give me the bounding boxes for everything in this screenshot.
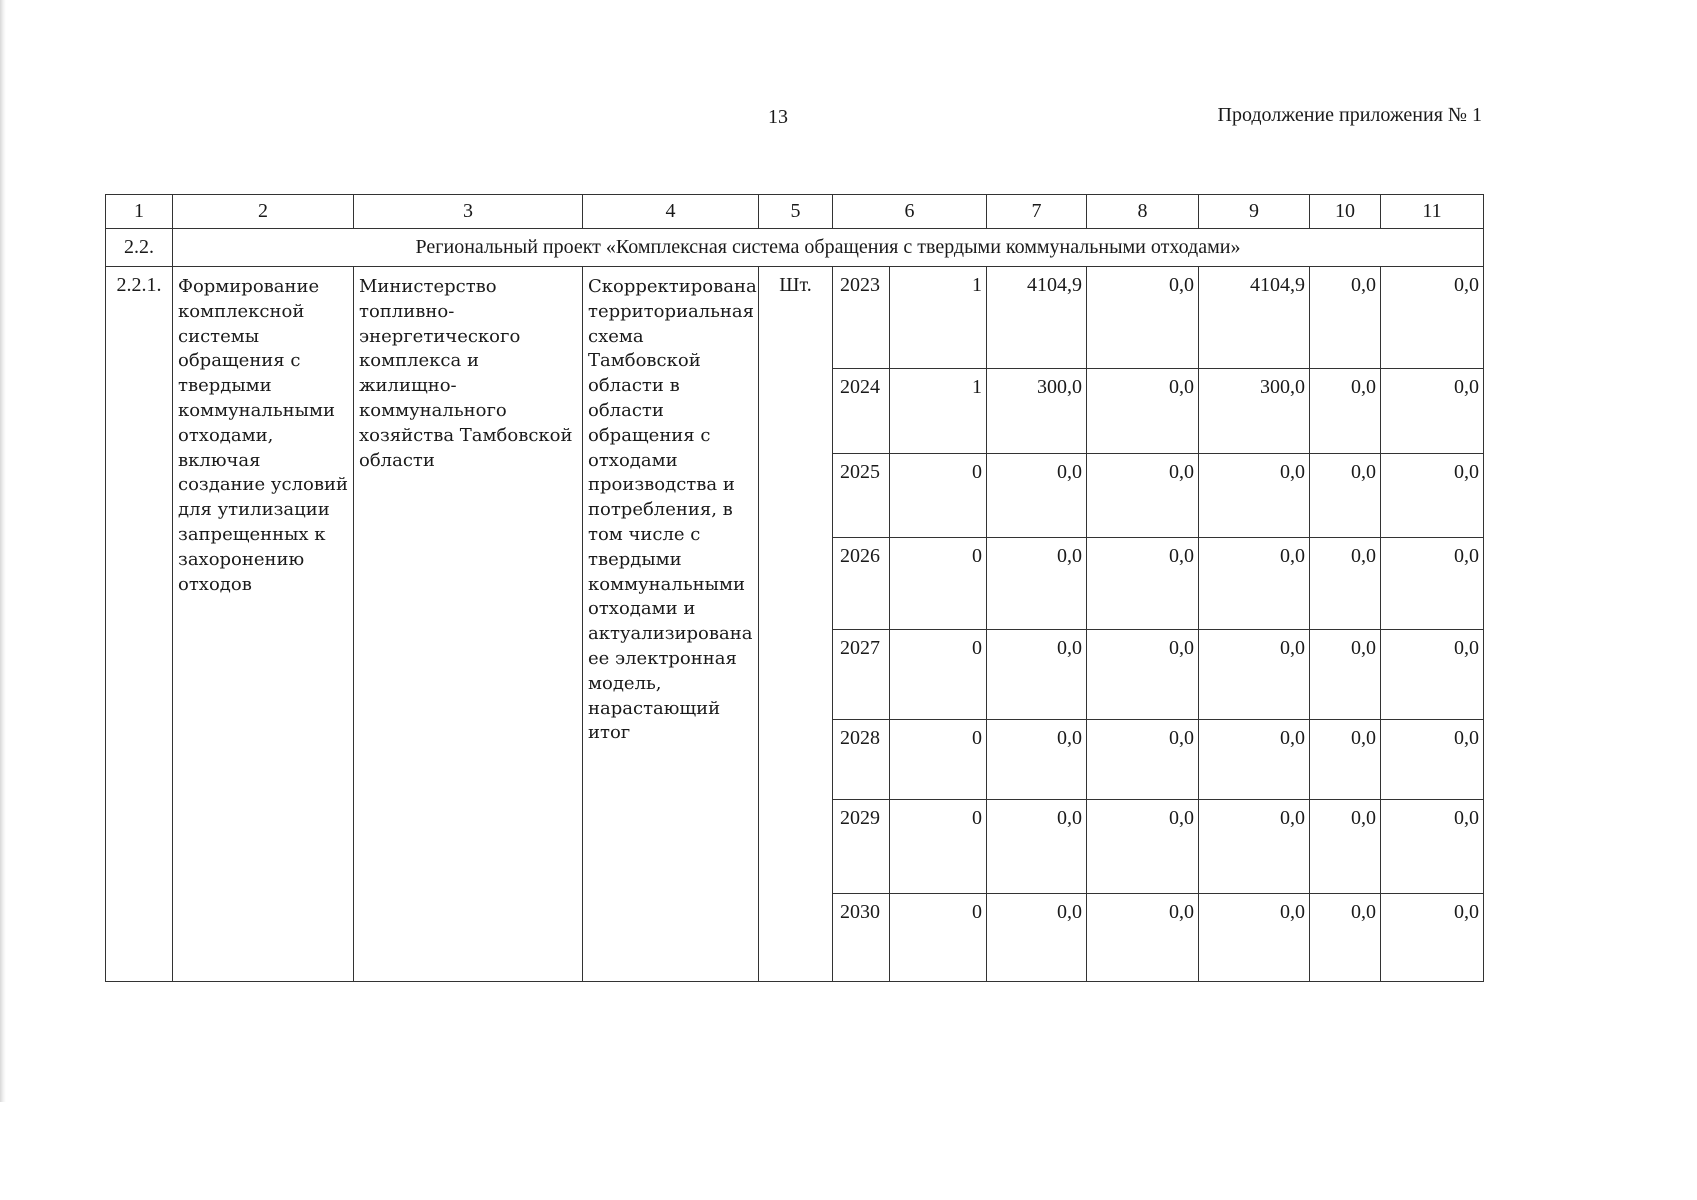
col9-cell: 0,0: [1199, 800, 1310, 894]
col7-cell: 4104,9: [987, 267, 1087, 369]
value-cell: 0: [890, 800, 987, 894]
column-number: 4: [583, 195, 759, 229]
col11-cell: 0,0: [1381, 267, 1484, 369]
col7-cell: 0,0: [987, 800, 1087, 894]
column-number: 8: [1087, 195, 1199, 229]
section-title: Региональный проект «Комплексная система обращения с твердыми коммунальными отходами»: [173, 229, 1484, 267]
section-number: 2.2.: [106, 229, 173, 267]
year-cell: 2024: [833, 369, 890, 454]
item-number: 2.2.1.: [106, 267, 173, 982]
col8-cell: 0,0: [1087, 800, 1199, 894]
column-number: 1: [106, 195, 173, 229]
item-unit: Шт.: [759, 267, 833, 982]
column-number: 11: [1381, 195, 1484, 229]
col9-cell: 0,0: [1199, 538, 1310, 630]
col11-cell: 0,0: [1381, 894, 1484, 982]
table-row: [106, 267, 1484, 369]
year-cell: 2026: [833, 538, 890, 630]
col11-cell: 0,0: [1381, 454, 1484, 538]
value-cell: 0: [890, 720, 987, 800]
section-row: [106, 229, 1484, 267]
col8-cell: 0,0: [1087, 267, 1199, 369]
col8-cell: 0,0: [1087, 894, 1199, 982]
year-cell: 2025: [833, 454, 890, 538]
column-number: 6: [833, 195, 987, 229]
value-cell: 0: [890, 630, 987, 720]
col8-cell: 0,0: [1087, 630, 1199, 720]
column-number: 7: [987, 195, 1087, 229]
col11-cell: 0,0: [1381, 800, 1484, 894]
col8-cell: 0,0: [1087, 538, 1199, 630]
year-cell: 2028: [833, 720, 890, 800]
value-cell: 1: [890, 267, 987, 369]
col10-cell: 0,0: [1310, 369, 1381, 454]
col9-cell: 0,0: [1199, 630, 1310, 720]
item-responsible: Министерство топливно-энергетического комплекса и жилищно-коммунального хозяйства Тамбовской области: [354, 267, 583, 982]
year-cell: 2027: [833, 630, 890, 720]
column-number: 9: [1199, 195, 1310, 229]
value-cell: 0: [890, 538, 987, 630]
column-number: 3: [354, 195, 583, 229]
col7-cell: 300,0: [987, 369, 1087, 454]
col11-cell: 0,0: [1381, 369, 1484, 454]
col11-cell: 0,0: [1381, 720, 1484, 800]
col10-cell: 0,0: [1310, 454, 1381, 538]
col7-cell: 0,0: [987, 538, 1087, 630]
col7-cell: 0,0: [987, 894, 1087, 982]
column-number: 5: [759, 195, 833, 229]
column-number: 2: [173, 195, 354, 229]
program-table: [105, 194, 1484, 982]
col8-cell: 0,0: [1087, 454, 1199, 538]
col10-cell: 0,0: [1310, 800, 1381, 894]
col7-cell: 0,0: [987, 454, 1087, 538]
col9-cell: 0,0: [1199, 720, 1310, 800]
value-cell: 0: [890, 454, 987, 538]
value-cell: 0: [890, 894, 987, 982]
col10-cell: 0,0: [1310, 630, 1381, 720]
col9-cell: 300,0: [1199, 369, 1310, 454]
col11-cell: 0,0: [1381, 538, 1484, 630]
col9-cell: 0,0: [1199, 454, 1310, 538]
col11-cell: 0,0: [1381, 630, 1484, 720]
year-cell: 2023: [833, 267, 890, 369]
col10-cell: 0,0: [1310, 538, 1381, 630]
col8-cell: 0,0: [1087, 369, 1199, 454]
column-number: 10: [1310, 195, 1381, 229]
col10-cell: 0,0: [1310, 720, 1381, 800]
col8-cell: 0,0: [1087, 720, 1199, 800]
scan-edge: [0, 0, 6, 1102]
col9-cell: 0,0: [1199, 894, 1310, 982]
page-number: 13: [768, 106, 788, 128]
col9-cell: 4104,9: [1199, 267, 1310, 369]
col7-cell: 0,0: [987, 630, 1087, 720]
col10-cell: 0,0: [1310, 267, 1381, 369]
value-cell: 1: [890, 369, 987, 454]
appendix-note: Продолжение приложения № 1: [1217, 104, 1482, 126]
item-result: Скорректирована территориальная схема Тамбовской области в области обращения с отходами производства и потребления, в том числе с твердыми коммунальными отходами и актуализирована ее электронная модель, нарастающий итог: [583, 267, 759, 982]
year-cell: 2029: [833, 800, 890, 894]
col7-cell: 0,0: [987, 720, 1087, 800]
col10-cell: 0,0: [1310, 894, 1381, 982]
column-number-row: [106, 195, 1484, 229]
year-cell: 2030: [833, 894, 890, 982]
item-name: Формирование комплексной системы обращения с твердыми коммунальными отходами, включая создание условий для утилизации запрещенных к захоронению отходов: [173, 267, 354, 982]
